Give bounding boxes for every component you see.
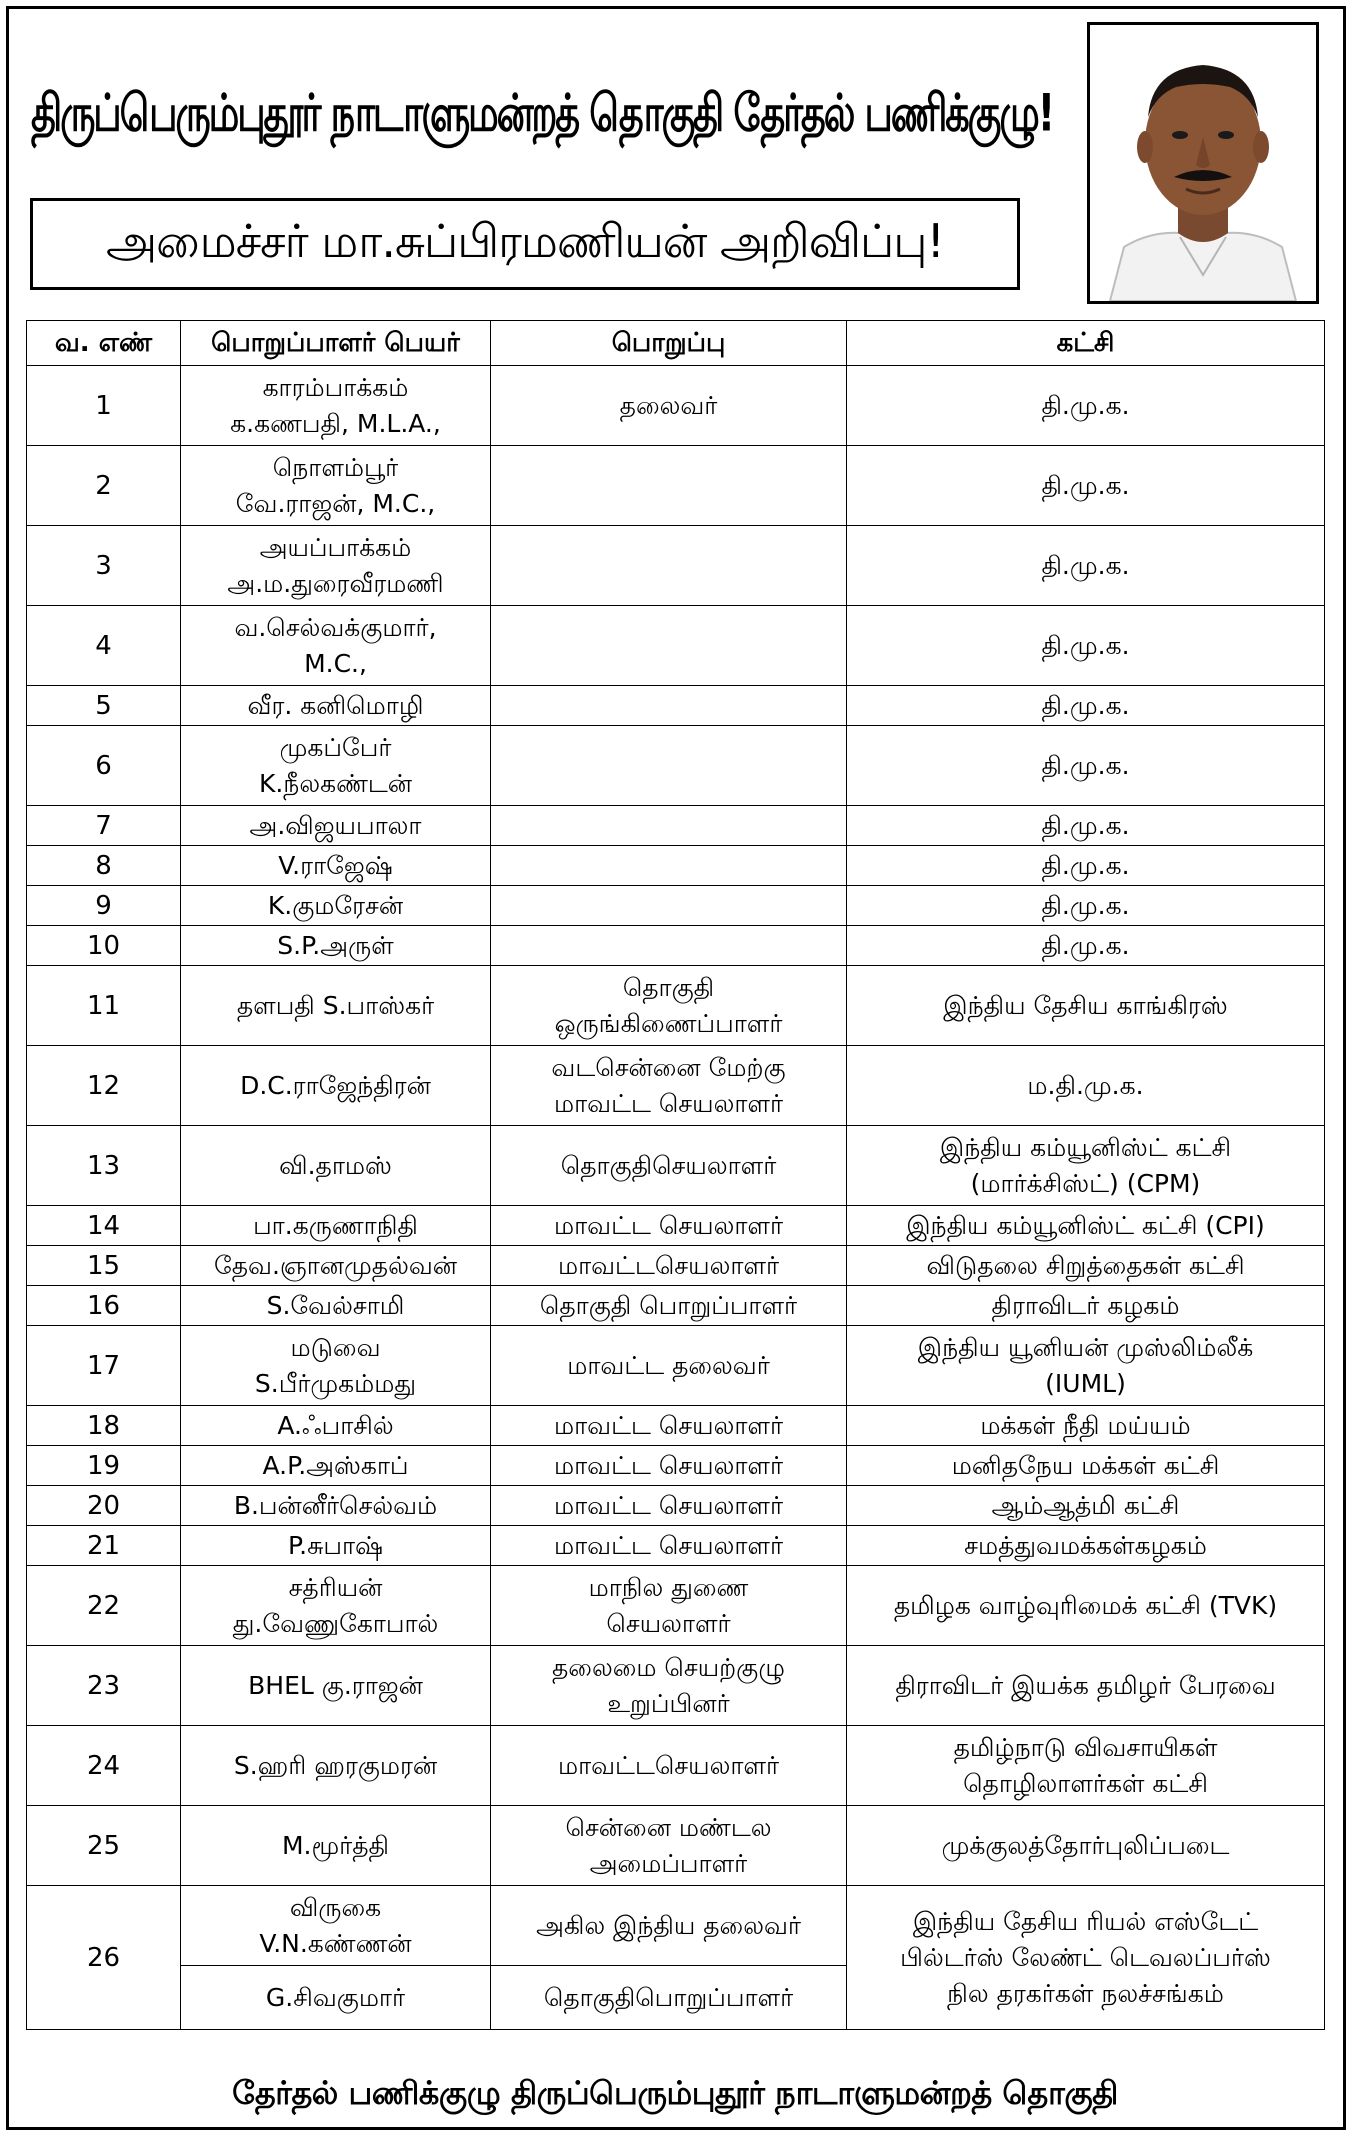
member-name-line: M.மூர்த்தி — [281, 1830, 390, 1860]
member-party — [847, 446, 1325, 526]
serial-number: 12 — [27, 1046, 181, 1126]
member-name-line: வ.செல்வக்குமார், — [234, 612, 437, 642]
member-role-line: வடசென்னை மேற்கு — [551, 1052, 786, 1082]
serial-number: 24 — [27, 1726, 181, 1806]
member-name-line: S.P.அருள் — [277, 930, 394, 960]
member-party — [847, 726, 1325, 806]
member-party-line: தி.மு.க. — [1041, 390, 1130, 420]
member-name-line: சத்ரியன் — [288, 1572, 383, 1602]
member-role — [491, 1326, 847, 1406]
member-party-line: சமத்துவமக்கள்கழகம் — [964, 1530, 1207, 1560]
serial-number: 8 — [27, 846, 181, 886]
member-name — [181, 1966, 491, 2030]
member-party-line: தி.மு.க. — [1041, 930, 1130, 960]
member-name — [181, 1046, 491, 1126]
member-name — [181, 886, 491, 926]
serial-number: 20 — [27, 1486, 181, 1526]
member-party-line: ம.தி.மு.க. — [1027, 1070, 1144, 1100]
member-role — [491, 1646, 847, 1726]
member-name-line: D.C.ராஜேந்திரன் — [240, 1070, 431, 1100]
member-name-line: K.நீலகண்டன் — [258, 768, 413, 798]
member-role-line: மாவட்டசெயலாளர் — [557, 1250, 780, 1280]
member-party-line: தமிழ்நாடு விவசாயிகள் — [953, 1732, 1218, 1762]
member-party — [847, 606, 1325, 686]
member-name-line: காரம்பாக்கம் — [262, 372, 409, 402]
member-party-line: இந்திய தேசிய காங்கிரஸ் — [943, 990, 1228, 1020]
member-role — [491, 1526, 847, 1566]
member-party-line: மனிதநேய மக்கள் கட்சி — [951, 1450, 1220, 1480]
table-row — [27, 1246, 1325, 1286]
serial-number: 1 — [27, 366, 181, 446]
member-name — [181, 446, 491, 526]
member-name-line: வீர. கனிமொழி — [247, 690, 424, 720]
member-party-line: முக்குலத்தோர்புலிப்படை — [941, 1830, 1230, 1860]
table-row — [27, 1286, 1325, 1326]
member-party — [847, 1886, 1325, 2030]
serial-number: 4 — [27, 606, 181, 686]
footer-text: தேர்தல் பணிக்குழு திருப்பெரும்புதூர் நாடாளுமன்றத் தொகுதி — [232, 2074, 1118, 2112]
member-name — [181, 606, 491, 686]
member-party-line: (மார்க்சிஸ்ட்) (CPM) — [970, 1168, 1201, 1198]
member-name — [181, 526, 491, 606]
member-role-line: மாவட்டசெயலாளர் — [557, 1750, 780, 1780]
member-name — [181, 806, 491, 846]
member-role-line: தலைவர் — [619, 390, 718, 420]
member-name-line: V.N.கண்ணன் — [259, 1928, 412, 1958]
member-role-line: மாவட்ட செயலாளர் — [553, 1088, 784, 1118]
member-role — [491, 1206, 847, 1246]
member-name — [181, 1246, 491, 1286]
member-party — [847, 1726, 1325, 1806]
member-party — [847, 526, 1325, 606]
member-role-line: தொகுதி — [622, 972, 715, 1002]
member-role-line: தொகுதிசெயலாளர் — [560, 1150, 777, 1180]
member-role — [491, 686, 847, 726]
member-name — [181, 1646, 491, 1726]
header-party: கட்சி — [847, 321, 1325, 366]
member-party — [847, 846, 1325, 886]
member-name-line: மடுவை — [290, 1332, 381, 1362]
member-name-line: விருகை — [289, 1892, 382, 1922]
table-row — [27, 1886, 1325, 1966]
serial-number: 23 — [27, 1646, 181, 1726]
member-name — [181, 1726, 491, 1806]
member-party-line: விடுதலை சிறுத்தைகள் கட்சி — [926, 1250, 1245, 1280]
table-row — [27, 1206, 1325, 1246]
member-party — [847, 966, 1325, 1046]
subtitle: அமைச்சர் மா.சுப்பிரமணியன் அறிவிப்பு! — [106, 213, 944, 268]
member-name — [181, 926, 491, 966]
table-body — [27, 366, 1325, 2030]
member-role — [491, 1286, 847, 1326]
member-role-line: தலைமை செயற்குழு — [552, 1652, 785, 1682]
header-role: பொறுப்பு — [491, 321, 847, 366]
table-header-row — [27, 321, 1325, 366]
member-name-line: S.ஹரி ஹரகுமரன் — [233, 1750, 438, 1780]
member-party — [847, 1806, 1325, 1886]
table-row — [27, 726, 1325, 806]
member-party-line: தி.மு.க. — [1041, 550, 1130, 580]
serial-number: 21 — [27, 1526, 181, 1566]
member-role-line: மாவட்ட செயலாளர் — [553, 1490, 784, 1520]
table-row — [27, 686, 1325, 726]
member-party — [847, 686, 1325, 726]
member-party-line: தி.மு.க. — [1041, 850, 1130, 880]
member-name-line: A.P.அஸ்காப் — [262, 1450, 409, 1480]
member-name-line: க.கணபதி, M.L.A., — [230, 408, 441, 438]
member-name-line: BHEL கு.ராஜன் — [248, 1670, 423, 1700]
member-role-line: மாவட்ட செயலாளர் — [553, 1410, 784, 1440]
member-party — [847, 1246, 1325, 1286]
member-party — [847, 366, 1325, 446]
member-party — [847, 1046, 1325, 1126]
serial-number: 25 — [27, 1806, 181, 1886]
member-name — [181, 1286, 491, 1326]
member-party-line: நில தரகர்கள் நலச்சங்கம் — [947, 1978, 1224, 2008]
main-title: திருப்பெரும்புதூர் நாடாளுமன்றத் தொகுதி தேர்தல் பணிக்குழு! — [30, 83, 1054, 143]
member-party-line: (IUML) — [1045, 1368, 1126, 1398]
member-party — [847, 1566, 1325, 1646]
member-role — [491, 926, 847, 966]
committee-table — [26, 320, 1325, 2030]
member-role — [491, 1406, 847, 1446]
member-party-line: திராவிடர் இயக்க தமிழர் பேரவை — [895, 1670, 1276, 1700]
member-role — [491, 886, 847, 926]
member-role — [491, 446, 847, 526]
member-party-line: தி.மு.க. — [1041, 470, 1130, 500]
member-role — [491, 1246, 847, 1286]
table-row — [27, 1046, 1325, 1126]
header-name: பொறுப்பாளர் பெயர் — [181, 321, 491, 366]
member-name — [181, 1566, 491, 1646]
serial-number: 26 — [27, 1886, 181, 2030]
member-role — [491, 806, 847, 846]
table-row — [27, 886, 1325, 926]
table-row — [27, 1486, 1325, 1526]
member-party-line: இந்திய தேசிய ரியல் எஸ்டேட் — [912, 1906, 1259, 1936]
member-role — [491, 846, 847, 886]
member-role-line: சென்னை மண்டல — [565, 1812, 772, 1842]
member-role-line: ஒருங்கிணைப்பாளர் — [554, 1008, 783, 1038]
member-party-line: இந்திய கம்யூனிஸ்ட் கட்சி — [939, 1132, 1232, 1162]
member-party — [847, 1286, 1325, 1326]
member-role — [491, 1566, 847, 1646]
table-row — [27, 366, 1325, 446]
member-name — [181, 1206, 491, 1246]
member-party — [847, 806, 1325, 846]
member-name-line: S.பீர்முகம்மது — [254, 1368, 417, 1398]
member-role — [491, 1486, 847, 1526]
serial-number: 6 — [27, 726, 181, 806]
subtitle-box — [30, 198, 1020, 290]
table-row — [27, 526, 1325, 606]
member-name-line: P.சுபாஷ் — [287, 1530, 384, 1560]
serial-number: 15 — [27, 1246, 181, 1286]
member-role-line: அமைப்பாளர் — [589, 1848, 748, 1878]
table-row — [27, 1726, 1325, 1806]
table-row — [27, 1446, 1325, 1486]
member-name-line: பா.கருணாநிதி — [253, 1210, 418, 1240]
member-party-line: இந்திய கம்யூனிஸ்ட் கட்சி (CPI) — [906, 1210, 1265, 1240]
member-role-line: அகில இந்திய தலைவர் — [536, 1910, 801, 1940]
member-party-line: தமிழக வாழ்வுரிமைக் கட்சி (TVK) — [893, 1590, 1278, 1620]
serial-number: 16 — [27, 1286, 181, 1326]
table-row — [27, 446, 1325, 526]
table-row — [27, 846, 1325, 886]
member-role-line: மாவட்ட செயலாளர் — [553, 1210, 784, 1240]
serial-number: 5 — [27, 686, 181, 726]
member-name — [181, 1486, 491, 1526]
member-role-line: மாநில துணை — [588, 1572, 749, 1602]
serial-number: 3 — [27, 526, 181, 606]
member-name-line: A.ஃபாசில் — [277, 1410, 394, 1440]
table-row — [27, 1806, 1325, 1886]
member-role — [491, 526, 847, 606]
member-name-line: அ.ம.துரைவீரமணி — [227, 568, 444, 598]
table-row — [27, 1526, 1325, 1566]
serial-number: 14 — [27, 1206, 181, 1246]
member-name-line: M.C., — [304, 648, 367, 678]
member-party — [847, 1446, 1325, 1486]
member-name-line: V.ராஜேஷ் — [278, 850, 393, 880]
member-name — [181, 1806, 491, 1886]
member-role-line: தொகுதிபொறுப்பாளர் — [543, 1982, 794, 2012]
table-row — [27, 1406, 1325, 1446]
member-name — [181, 1526, 491, 1566]
table-row — [27, 1646, 1325, 1726]
member-name-line: தளபதி S.பாஸ்கர் — [236, 990, 435, 1020]
header-serial: வ. எண் — [27, 321, 181, 366]
serial-number: 22 — [27, 1566, 181, 1646]
serial-number: 19 — [27, 1446, 181, 1486]
member-name — [181, 366, 491, 446]
member-role-line: உறுப்பினர் — [607, 1688, 730, 1718]
member-party — [847, 1126, 1325, 1206]
member-name-line: தேவ.ஞானமுதல்வன் — [213, 1250, 458, 1280]
member-party — [847, 1406, 1325, 1446]
member-name — [181, 726, 491, 806]
member-role-line: செயலாளர் — [606, 1608, 731, 1638]
member-party-line: தி.மு.க. — [1041, 630, 1130, 660]
serial-number: 18 — [27, 1406, 181, 1446]
member-name — [181, 1886, 491, 1966]
member-name-line: வே.ராஜன், M.C., — [235, 488, 436, 518]
serial-number: 13 — [27, 1126, 181, 1206]
member-party-line: தி.மு.க. — [1041, 810, 1130, 840]
table-row — [27, 926, 1325, 966]
serial-number: 9 — [27, 886, 181, 926]
member-role-line: மாவட்ட செயலாளர் — [553, 1530, 784, 1560]
member-name-line: து.வேணுகோபால் — [232, 1608, 439, 1638]
member-name — [181, 1326, 491, 1406]
member-name — [181, 1126, 491, 1206]
member-party-line: ஆம்ஆத்மி கட்சி — [991, 1490, 1180, 1520]
member-party-line: பில்டர்ஸ் லேண்ட் டெவலப்பர்ஸ் — [900, 1942, 1271, 1972]
member-name-line: G.சிவகுமார் — [265, 1982, 406, 2012]
table-row — [27, 966, 1325, 1046]
member-party — [847, 1206, 1325, 1246]
table-row — [27, 606, 1325, 686]
member-party-line: தி.மு.க. — [1041, 750, 1130, 780]
member-role — [491, 1446, 847, 1486]
member-name-line: K.குமரேசன் — [267, 890, 404, 920]
member-role — [491, 1726, 847, 1806]
serial-number: 11 — [27, 966, 181, 1046]
member-name-line: B.பன்னீர்செல்வம் — [233, 1490, 438, 1520]
member-name — [181, 1446, 491, 1486]
member-name-line: அயப்பாக்கம் — [259, 532, 412, 562]
member-role — [491, 606, 847, 686]
member-party — [847, 1646, 1325, 1726]
member-party-line: தி.மு.க. — [1041, 690, 1130, 720]
member-name — [181, 966, 491, 1046]
portrait-photo — [1087, 22, 1319, 304]
member-name-line: நொளம்பூர் — [272, 452, 399, 482]
serial-number: 10 — [27, 926, 181, 966]
member-name-line: அ.விஜயபாலா — [249, 810, 422, 840]
member-name — [181, 686, 491, 726]
member-role — [491, 1966, 847, 2030]
member-role — [491, 1886, 847, 1966]
member-name — [181, 846, 491, 886]
member-role — [491, 1046, 847, 1126]
member-role — [491, 726, 847, 806]
member-party — [847, 1486, 1325, 1526]
member-party — [847, 1526, 1325, 1566]
member-party — [847, 886, 1325, 926]
member-role — [491, 1126, 847, 1206]
table-row — [27, 1326, 1325, 1406]
member-party-line: மக்கள் நீதி மய்யம் — [980, 1410, 1191, 1440]
member-role-line: தொகுதி பொறுப்பாளர் — [539, 1290, 798, 1320]
member-role — [491, 366, 847, 446]
member-party — [847, 926, 1325, 966]
member-party — [847, 1326, 1325, 1406]
member-role-line: மாவட்ட செயலாளர் — [553, 1450, 784, 1480]
serial-number: 7 — [27, 806, 181, 846]
member-name — [181, 1406, 491, 1446]
member-party-line: தொழிலாளர்கள் கட்சி — [963, 1768, 1208, 1798]
member-party-line: திராவிடர் கழகம் — [991, 1290, 1180, 1320]
member-party-line: இந்திய யூனியன் முஸ்லிம்லீக் — [917, 1332, 1254, 1362]
serial-number: 17 — [27, 1326, 181, 1406]
serial-number: 2 — [27, 446, 181, 526]
member-role — [491, 1806, 847, 1886]
member-role — [491, 966, 847, 1046]
member-name-line: S.வேல்சாமி — [266, 1290, 405, 1320]
table-row — [27, 806, 1325, 846]
member-name-line: முகப்பேர் — [279, 732, 392, 762]
member-party-line: தி.மு.க. — [1041, 890, 1130, 920]
member-name-line: வி.தாமஸ் — [279, 1150, 392, 1180]
table-row — [27, 1126, 1325, 1206]
table-row — [27, 1566, 1325, 1646]
member-role-line: மாவட்ட தலைவர் — [567, 1350, 770, 1380]
